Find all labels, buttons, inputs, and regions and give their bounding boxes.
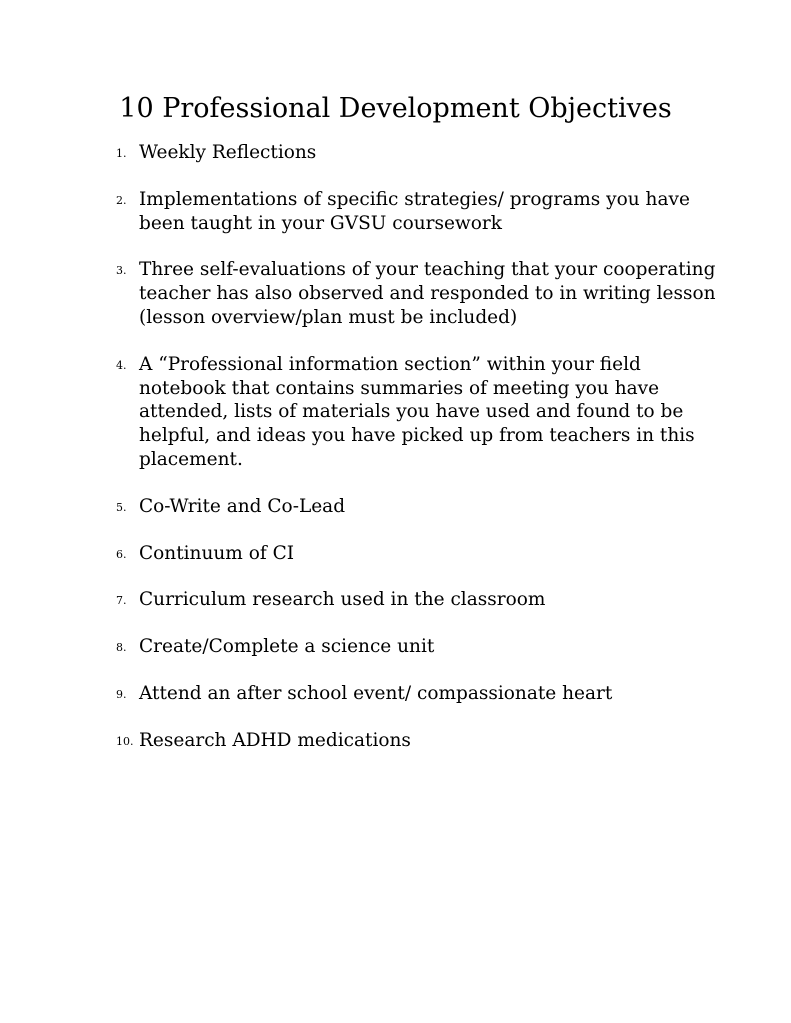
list-item-number: 2. [116,193,127,207]
list-item-number: 5. [116,500,127,514]
list-item-text: Attend an after school event/ compassionate heart [139,682,613,704]
page-title: 10 Professional Development Objectives [119,93,672,124]
list-item [0,258,791,329]
list-item-text: Three self-evaluations of your teaching that your cooperating teacher has also observed and responded to in writing lesson (lesson overview/plan must be included) [139,259,716,328]
list-item-number: 4. [116,358,127,372]
objectives-list [0,141,791,776]
list-item-number: 6. [116,547,127,561]
list-item [0,542,791,566]
list-item-number: 7. [116,594,127,608]
list-item-number: 3. [116,264,127,278]
list-item [0,495,791,519]
list-item [0,188,791,236]
list-item [0,635,791,659]
list-item-text: Curriculum research used in the classroom [139,589,546,611]
list-item [0,588,791,612]
list-item-text: Create/Complete a science unit [139,636,435,658]
list-item-text: Co-Write and Co-Lead [139,495,346,517]
list-item [0,729,791,753]
list-item-number: 8. [116,641,127,655]
list-item-text: A “Professional information section” within your field notebook that contains summaries of meeting you have attended, lists of materials you have used and found to be helpful, and ideas you have picked up from teachers in this placement. [139,353,695,470]
list-item-text: Continuum of CI [139,542,295,564]
list-item [0,141,791,165]
list-item [0,682,791,706]
list-item-text: Implementations of specific strategies/ programs you have been taught in your GVSU coursework [139,188,690,234]
list-item [0,353,791,472]
list-item-number: 10. [116,734,134,748]
list-item-text: Research ADHD medications [139,729,411,751]
list-item-text: Weekly Reflections [139,142,317,163]
list-item-number: 9. [116,687,127,701]
list-item-number: 1. [116,147,127,160]
